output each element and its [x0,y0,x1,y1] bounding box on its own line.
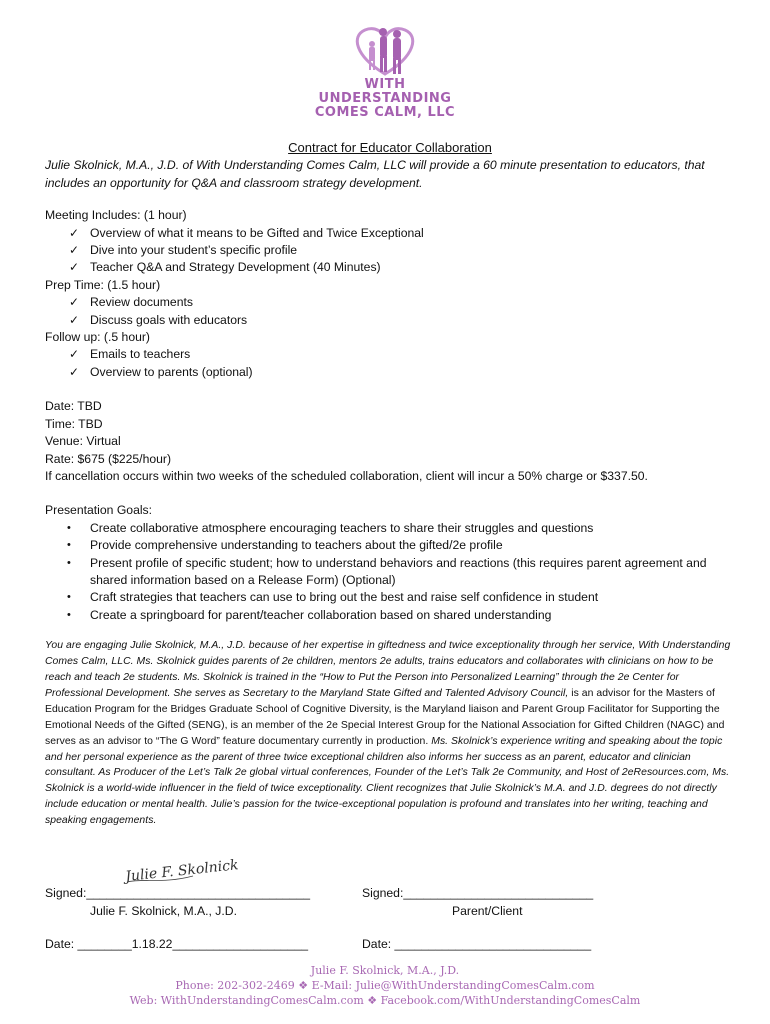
logo-line-2: COMES CALM, LLC [314,105,456,120]
cancellation-line: If cancellation occurs within two weeks of the scheduled collaboration, client will incur a 50% charge or $337.50. [45,468,648,483]
footer-contact: Phone: 202-302-2469 ❖ E-Mail: Julie@WithUnderstandingComesCalm.com [175,979,595,992]
bio-part-1: You are engaging Julie Skolnick, M.A., J.D. because of her expertise in giftedness and twice exceptionality through her service, With Understanding Comes Calm, LLC. Ms. Skolnick guides parents of 2e children, mentors 2e adults, trains educators and collaborates with clinicians on how to be reach and teach 2e students. Ms. Skolnick is trained in the “How to Put the Person into Personalized Learning” through the 2e Center for Professional Development. She serves as Secretary to the Maryland State Gifted and Talented Advisory Council, [45,640,731,699]
list-item: ✓ Review documents [45,294,735,311]
list-item: • Create collaborative atmosphere encouraging teachers to share their struggles and questions [45,520,735,537]
followup-label: Follow up: (.5 hour) [45,330,150,345]
list-item: • Present profile of specific student; how to understand behaviors and reactions (this requires parent agreement and shared information based on a Release Form) (Optional) [67,555,707,587]
list-item: ✓ Teacher Q&A and Strategy Development (40 Minutes) [45,259,735,276]
date-value: 1.18.22 [131,937,173,951]
svg-text:Julie F. Skolnick: Julie F. Skolnick [124,857,240,885]
page-footer [0,963,770,1008]
client-signed-row [362,886,593,900]
meeting-label: Meeting Includes: (1 hour) [45,208,187,223]
list-item: ✓ Overview to parents (optional) [45,364,735,381]
date-label: Date: [45,937,75,951]
signer-name: Julie F. Skolnick, M.A., J.D. [90,904,237,918]
bullet-icon: • [67,556,71,569]
check-icon: ✓ [69,347,80,362]
client-signed-label: Signed: [362,886,404,900]
check-icon: ✓ [69,364,80,379]
prep-list [45,294,735,329]
bullet-icon: • [67,521,71,534]
list-item: • Craft strategies that teachers can use to bring out the best and raise self confidence in student [45,589,735,606]
client-date-row [362,937,591,951]
bio-paragraph [45,638,735,829]
bullet-icon: • [67,539,71,552]
list-item: ✓ Emails to teachers [45,346,735,363]
client-signed-line: ____________________________ [403,886,594,900]
prep-label: Prep Time: (1.5 hour) [45,277,161,292]
bullet-icon: • [67,608,71,621]
contract-body [45,139,735,829]
bio-part-2: is an advisor for the Masters of Education Program for the Bridges Graduate School of Cognitive Diversity, is the Maryland liaison and Parent Group Facilitator for Supporting the Emotional Needs of the Gifted (SENG), is an member of the 2e Special Interest Group for the National Association for Gifted Children (NAGC) and serves as an advisor to “The G Word” feature documentary currently in production. [45,687,725,747]
footer-web: Web: WithUnderstandingComesCalm.com ❖ Facebook.com/WithUnderstandingComesCalm [129,994,641,1007]
company-logo [300,22,470,122]
goals-label: Presentation Goals: [45,503,153,518]
meeting-list [45,225,735,277]
educator-signed-row [45,886,310,900]
client-date-line: _____________________________ [391,937,592,951]
signature-block [45,846,735,956]
handwritten-signature [123,852,240,888]
list-item: ✓ Dive into your student’s specific profile [45,242,735,259]
page-title: Contract for Educator Collaboration [288,140,492,155]
time-line: Time: TBD [45,416,103,431]
list-item: • Provide comprehensive understanding to teachers about the gifted/2e profile [45,537,735,554]
check-icon: ✓ [69,243,80,258]
rate-line: Rate: $675 ($225/hour) [45,451,172,466]
signed-label: Signed: [45,886,87,900]
list-item: • Create a springboard for parent/teacher collaboration based on shared understanding [45,607,735,624]
check-icon: ✓ [69,295,80,310]
logo-line-1: WITH UNDERSTANDING [318,77,452,106]
check-icon: ✓ [69,312,80,327]
family-heart-icon [345,22,425,78]
signed-line: _________________________________ [86,886,311,900]
check-icon: ✓ [69,225,80,240]
intro-paragraph: Julie Skolnick, M.A., J.D. of With Understanding Comes Calm, LLC will provide a 60 minute presentation to educators, that includes an opportunity for Q&A and classroom strategy development. [45,158,705,190]
list-item: ✓ Discuss goals with educators [45,312,735,329]
bio-part-3: Ms. Skolnick’s experience writing and speaking about the topic and her personal experience as the parent of three twice exceptional children also informs her success as an parent, educator and clinician consultant. As Producer of the Let’s Talk 2e global virtual conferences, Founder of the Let’s Talk 2e Community, and Host of 2eResources.com, Ms. Skolnick is a world-wide influencer in the field of twice exceptionality. Client recognizes that Julie Skolnick’s M.A. and J.D. degrees do not directly include education or mental health. Julie’s passion for the twice-exceptional population is profound and translates into her writing, teaching and speaking engagements. [45,735,730,827]
educator-date-row: Date: ________1.18.22____________________ [45,937,308,951]
client-role: Parent/Client [452,904,523,918]
footer-name: Julie F. Skolnick, M.A., J.D. [310,964,460,977]
check-icon: ✓ [69,260,80,275]
followup-list [45,346,735,381]
date-line: Date: TBD [45,399,102,414]
list-item: ✓ Overview of what it means to be Gifted and Twice Exceptional [45,225,735,242]
goals-list [45,520,735,624]
bullet-icon: • [67,591,71,604]
venue-line: Venue: Virtual [45,434,121,449]
client-date-label: Date: [362,937,392,951]
